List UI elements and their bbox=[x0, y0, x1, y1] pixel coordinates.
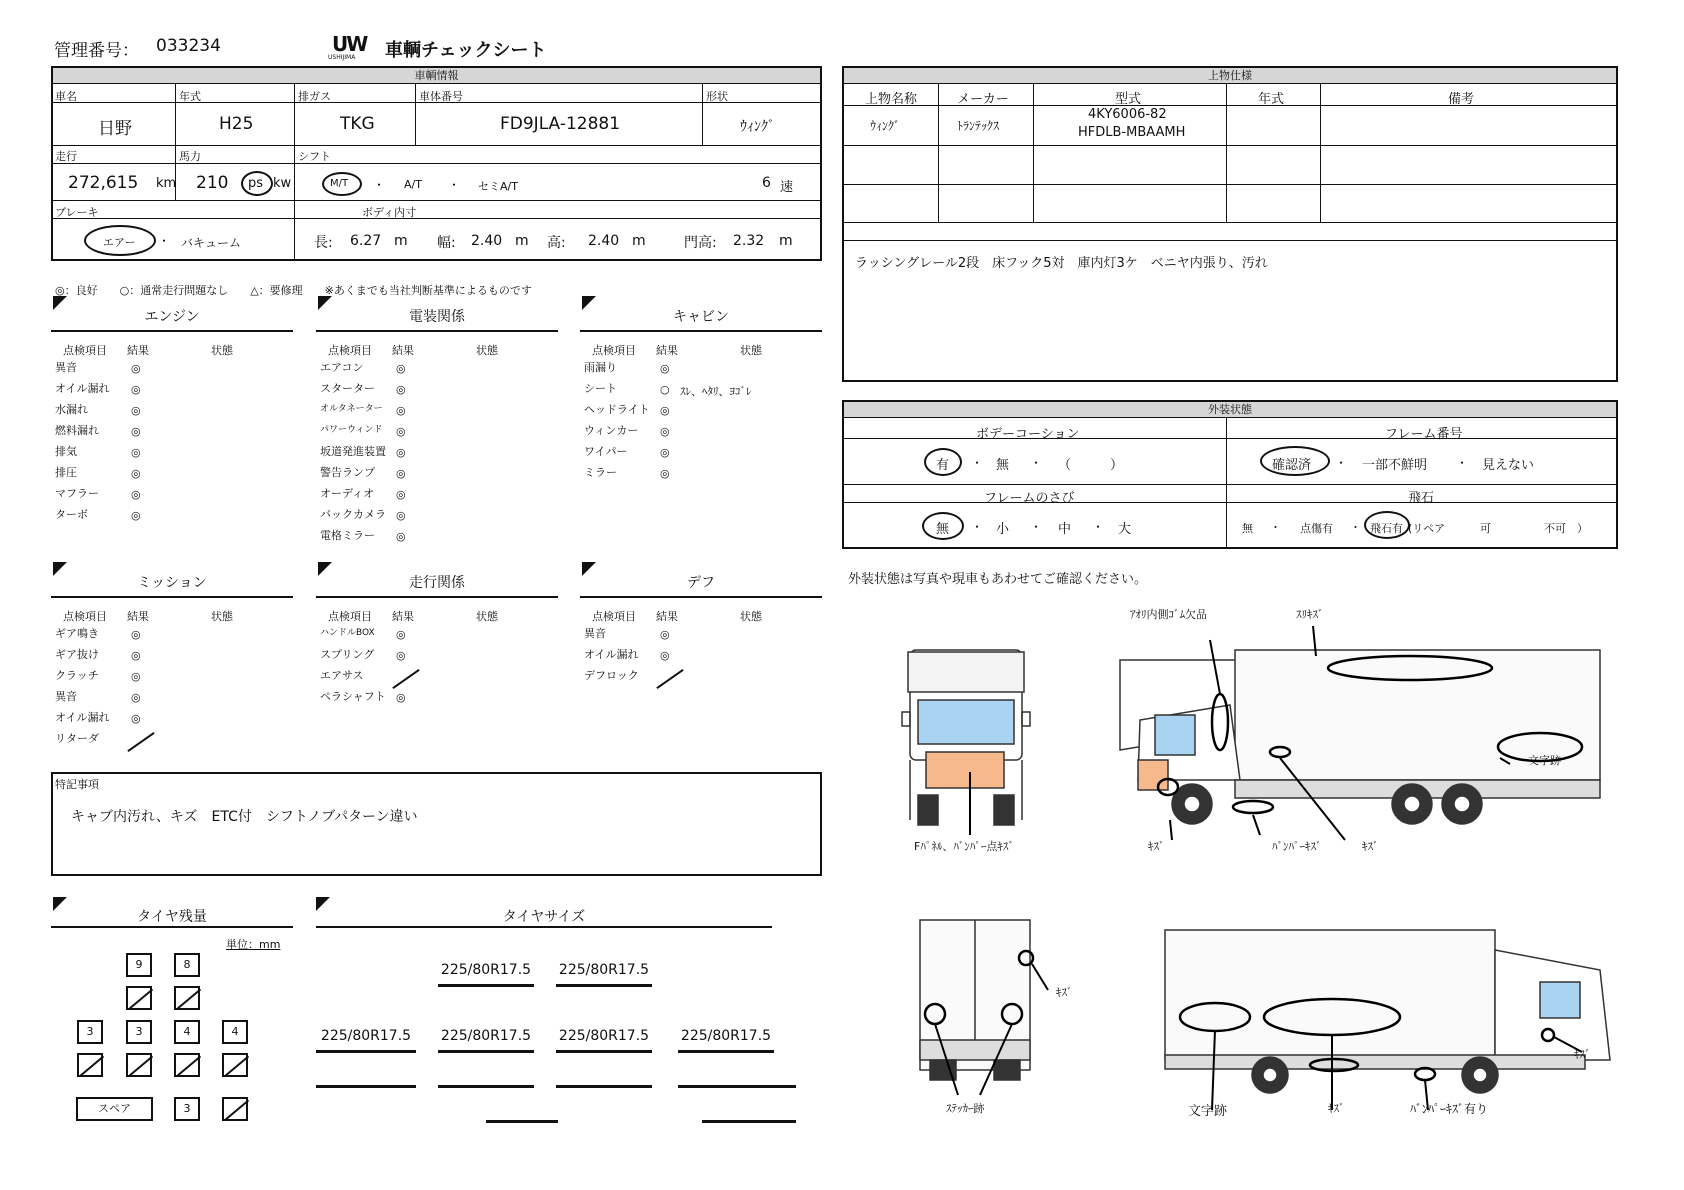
check-result: ◎ bbox=[660, 425, 670, 438]
upper-model-1: 4KY6006-82 bbox=[1088, 107, 1167, 122]
stone-repair: (リペア bbox=[1408, 522, 1446, 535]
check-result: ◎ bbox=[131, 467, 141, 480]
note-scratch: ｷｽﾞ bbox=[1574, 1048, 1591, 1061]
check-item: ミラー bbox=[584, 466, 617, 479]
dot: ・ bbox=[1270, 521, 1281, 534]
check-item: ギア抜け bbox=[55, 648, 99, 661]
note-scratch-rear: ｷｽﾞ bbox=[1056, 986, 1073, 999]
tire-box: 3 bbox=[126, 1020, 152, 1044]
column-header: 状態 bbox=[211, 610, 233, 623]
check-result: ◎ bbox=[396, 446, 406, 459]
column-header: 状態 bbox=[476, 610, 498, 623]
check-item: オイル漏れ bbox=[584, 648, 639, 661]
check-item: オイル漏れ bbox=[55, 382, 110, 395]
tire-unit: 単位：mm bbox=[226, 938, 281, 951]
dot: ・ bbox=[1030, 456, 1043, 470]
check-result: ◎ bbox=[131, 404, 141, 417]
shift-header: シフト bbox=[298, 150, 331, 163]
check-result: ◎ bbox=[396, 649, 406, 662]
check-result: ◎ bbox=[131, 670, 141, 683]
tire-box-empty bbox=[77, 1053, 103, 1077]
check-result: ◎ bbox=[131, 383, 141, 396]
note-letters: 文字跡 bbox=[1188, 1104, 1228, 1119]
check-result: ◎ bbox=[396, 425, 406, 438]
year-header: 年式 bbox=[179, 90, 201, 103]
column-header: 結果 bbox=[127, 610, 149, 623]
check-result: ◎ bbox=[396, 628, 406, 641]
check-item: ハンドルBOX bbox=[320, 628, 375, 638]
check-result: ◎ bbox=[660, 404, 670, 417]
check-result: ◎ bbox=[131, 712, 141, 725]
truck-side-view-right bbox=[1165, 930, 1610, 1110]
rust-medium: 中 bbox=[1058, 522, 1072, 537]
unit-m: m bbox=[632, 233, 646, 249]
logo-sub: USHIJIMA bbox=[328, 54, 356, 61]
mgmt-label: 管理番号： bbox=[54, 41, 139, 61]
column-header: 点検項目 bbox=[328, 610, 372, 623]
spare-label: スペア bbox=[76, 1097, 153, 1121]
slash-mark bbox=[392, 669, 419, 689]
check-item: ターボ bbox=[55, 508, 88, 521]
shift-at: A/T bbox=[404, 178, 422, 191]
check-result: ◎ bbox=[131, 649, 141, 662]
slash-mark bbox=[656, 669, 683, 689]
dot: ・ bbox=[1456, 456, 1469, 470]
check-item: 排圧 bbox=[55, 466, 77, 479]
check-result: ◎ bbox=[660, 467, 670, 480]
check-item: 異音 bbox=[55, 361, 77, 374]
frame-confirmed: 確認済 bbox=[1272, 458, 1312, 473]
frame-none: 見えない bbox=[1482, 458, 1535, 473]
upper-maker-header: メーカー bbox=[957, 92, 1009, 107]
year-value: H25 bbox=[219, 114, 254, 134]
check-item: マフラー bbox=[55, 487, 99, 500]
check-item: オーディオ bbox=[320, 487, 375, 500]
tire-size-rear: 225/80R17.5 bbox=[320, 1028, 412, 1044]
check-result: ◎ bbox=[396, 509, 406, 522]
note-sticker: ｽﾃｯｶｰ跡 bbox=[946, 1102, 985, 1115]
note-front-panel: Fﾊﾟﾈﾙ、ﾊﾞﾝﾊﾟｰ点ｷｽﾞ bbox=[914, 840, 1014, 853]
truck-side-view-left bbox=[1120, 626, 1600, 840]
check-item: 異音 bbox=[55, 690, 77, 703]
door-label: 門高: bbox=[684, 235, 717, 251]
door-value: 2.32 bbox=[733, 233, 765, 249]
body-dim-header: ボディ内寸 bbox=[362, 206, 417, 219]
brake-vacuum: バキューム bbox=[181, 236, 242, 250]
dot: ・ bbox=[1030, 520, 1043, 534]
check-result: ◎ bbox=[131, 628, 141, 641]
unit-m: m bbox=[779, 233, 793, 249]
dot: ・ bbox=[448, 178, 461, 192]
section-title-electric: 電装関係 bbox=[409, 309, 465, 325]
tire-box-empty bbox=[222, 1097, 248, 1121]
hei-label: 高: bbox=[547, 235, 566, 251]
frame-number-header: フレーム番号 bbox=[1385, 427, 1463, 442]
body-no: 無 bbox=[996, 458, 1010, 473]
remarks-label: 特記事項 bbox=[55, 778, 99, 791]
check-item: ワイパー bbox=[584, 445, 628, 458]
gas-header: 排ガス bbox=[298, 90, 331, 103]
check-item: クラッチ bbox=[55, 669, 99, 682]
check-item: 異音 bbox=[584, 627, 606, 640]
check-item: パワーウィンド bbox=[320, 425, 383, 435]
upper-type: ｳｨﾝｸﾞ bbox=[870, 119, 901, 133]
check-item: スターター bbox=[320, 382, 375, 395]
dot: ・ bbox=[971, 456, 984, 470]
tire-box: 4 bbox=[174, 1020, 200, 1044]
section-title-engine: エンジン bbox=[144, 309, 200, 325]
upper-year-header: 年式 bbox=[1258, 92, 1285, 107]
check-result: ◎ bbox=[131, 425, 141, 438]
slash-mark bbox=[127, 732, 154, 752]
check-result: ◎ bbox=[396, 691, 406, 704]
dot: ・ bbox=[373, 178, 386, 192]
gears-unit: 速 bbox=[780, 180, 794, 195]
check-result: ◎ bbox=[131, 446, 141, 459]
check-item: ペラシャフト bbox=[320, 690, 386, 703]
dot: ・ bbox=[1092, 520, 1105, 534]
tire-box: 4 bbox=[222, 1020, 248, 1044]
km-unit: km bbox=[156, 176, 177, 191]
upper-spec-bar: 上物仕様 bbox=[844, 68, 1616, 84]
check-item: スプリング bbox=[320, 648, 375, 661]
check-result: ◎ bbox=[660, 628, 670, 641]
check-item: ヘッドライト bbox=[584, 403, 650, 416]
maker-header: 車名 bbox=[55, 90, 77, 103]
check-result: ○ bbox=[660, 383, 670, 396]
check-item: 排気 bbox=[55, 445, 77, 458]
ps-unit: ps bbox=[248, 176, 264, 191]
check-result: ◎ bbox=[131, 509, 141, 522]
check-result: ◎ bbox=[660, 649, 670, 662]
tire-size-front: 225/80R17.5 bbox=[440, 962, 532, 978]
column-header: 結果 bbox=[656, 610, 678, 623]
exterior-confirm-note: 外装状態は写真や現車もあわせてご確認ください。 bbox=[848, 572, 1148, 587]
chassis-header: 車体番号 bbox=[419, 90, 463, 103]
tire-box: 9 bbox=[126, 953, 152, 977]
check-item: デフロック bbox=[584, 669, 639, 682]
shift-mt: M/T bbox=[330, 178, 349, 189]
check-item: 雨漏り bbox=[584, 361, 617, 374]
check-result: ◎ bbox=[660, 362, 670, 375]
shape-value: ｳｨﾝｸﾞ bbox=[740, 119, 775, 135]
tire-size-rear: 225/80R17.5 bbox=[440, 1028, 532, 1044]
check-item: エアコン bbox=[320, 361, 364, 374]
tire-size-title: タイヤサイズ bbox=[502, 909, 586, 925]
column-header: 状態 bbox=[740, 610, 762, 623]
tire-box: 3 bbox=[77, 1020, 103, 1044]
section-title-diff: デフ bbox=[687, 575, 715, 591]
check-item: 警告ランプ bbox=[320, 466, 375, 479]
tire-box-empty bbox=[126, 986, 152, 1010]
mileage-header: 走行 bbox=[55, 150, 77, 163]
dot: ・ bbox=[1350, 521, 1361, 534]
exterior-bar: 外装状態 bbox=[844, 402, 1616, 418]
legend: ◎：良好 ○：通常走行問題なし △：要修理 ※あくまでも当社判断基準によるものです bbox=[55, 284, 532, 297]
note-scratch: ｷｽﾞ bbox=[1148, 840, 1165, 853]
dot: ・ bbox=[1335, 456, 1348, 470]
check-item: 燃料漏れ bbox=[55, 424, 99, 437]
wid-label: 幅: bbox=[437, 235, 456, 251]
logo: UW bbox=[332, 32, 367, 56]
check-item: バックカメラ bbox=[320, 508, 386, 521]
spare-value: 3 bbox=[174, 1097, 200, 1121]
column-header: 結果 bbox=[127, 344, 149, 357]
section-title-drive: 走行関係 bbox=[409, 575, 465, 591]
column-header: 点検項目 bbox=[592, 344, 636, 357]
note-scratch: ｷｽﾞ bbox=[1328, 1102, 1345, 1115]
column-header: 結果 bbox=[392, 344, 414, 357]
body-caution-header: ボデーコーション bbox=[976, 427, 1080, 442]
column-header: 点検項目 bbox=[63, 610, 107, 623]
len-label: 長: bbox=[314, 235, 333, 251]
chassis-value: FD9JLA-12881 bbox=[500, 114, 621, 134]
stone-repair-ok: 可 bbox=[1480, 522, 1491, 535]
check-result: ◎ bbox=[131, 488, 141, 501]
check-item: エアサス bbox=[320, 669, 364, 682]
column-header: 点検項目 bbox=[592, 610, 636, 623]
body-yes: 有 bbox=[936, 458, 950, 473]
section-title-cabin: キャビン bbox=[673, 309, 729, 325]
tire-box-empty bbox=[174, 986, 200, 1010]
stone-repair-ng: 不可 ） bbox=[1544, 522, 1588, 535]
note-bumper: ﾊﾞﾝﾊﾟｰｷｽﾞ bbox=[1272, 840, 1322, 853]
column-header: 状態 bbox=[211, 344, 233, 357]
dot: ・ bbox=[971, 520, 984, 534]
body-paren: （ ） bbox=[1058, 458, 1124, 473]
rust-none: 無 bbox=[936, 522, 950, 537]
unit-m: m bbox=[394, 233, 408, 249]
hei-value: 2.40 bbox=[588, 233, 620, 249]
tire-size-front: 225/80R17.5 bbox=[558, 962, 650, 978]
stone-none: 無 bbox=[1242, 522, 1253, 535]
note-bumper-yes: ﾊﾞﾝﾊﾟｰｷｽﾞ有り bbox=[1410, 1102, 1489, 1116]
flying-stone-header: 飛石 bbox=[1408, 491, 1435, 506]
upper-type-header: 上物名称 bbox=[865, 92, 918, 107]
note-scratch-top: ｽﾘｷｽﾞ bbox=[1296, 608, 1324, 621]
upper-maker: ﾄﾗﾝﾃｯｸｽ bbox=[957, 119, 1000, 133]
upper-description: ラッシングレール2段 床フック5対 庫内灯3ケ ベニヤ内張り、汚れ bbox=[855, 256, 1268, 271]
check-item: 電格ミラー bbox=[320, 529, 375, 542]
note-scratch: ｷｽﾞ bbox=[1362, 840, 1379, 853]
column-header: 結果 bbox=[392, 610, 414, 623]
wid-value: 2.40 bbox=[471, 233, 503, 249]
vehicle-info-bar: 車輌情報 bbox=[53, 68, 820, 84]
stone-dot-damage: 点傷有 bbox=[1300, 522, 1333, 535]
check-item: オルタネーター bbox=[320, 404, 383, 414]
tire-size-rear: 225/80R17.5 bbox=[558, 1028, 650, 1044]
remarks-text: キャブ内汚れ、キズ ETC付 シフトノブパターン違い bbox=[71, 809, 418, 825]
column-header: 結果 bbox=[656, 344, 678, 357]
column-header: 点検項目 bbox=[63, 344, 107, 357]
check-item: リターダ bbox=[55, 732, 99, 745]
upper-model-header: 型式 bbox=[1115, 92, 1142, 107]
power-header: 馬力 bbox=[179, 150, 201, 163]
power-value: 210 bbox=[196, 173, 229, 193]
truck-front-view bbox=[902, 650, 1030, 835]
upper-spec-box bbox=[842, 66, 1618, 382]
frame-partial: 一部不鮮明 bbox=[1362, 458, 1428, 473]
truck-rear-view bbox=[920, 920, 1048, 1095]
upper-note-header: 備考 bbox=[1448, 92, 1475, 107]
check-result: ◎ bbox=[396, 488, 406, 501]
frame-rust-header: フレームのさび bbox=[984, 491, 1075, 506]
seat-state: ｽﾚ、ﾍﾀﾘ、ﾖｺﾞﾚ bbox=[680, 385, 752, 398]
shape-header: 形状 bbox=[706, 90, 728, 103]
note-letters-side: 文字跡 bbox=[1528, 754, 1561, 767]
column-header: 状態 bbox=[740, 344, 762, 357]
check-item: 坂道発進装置 bbox=[320, 445, 386, 458]
check-result: ◎ bbox=[396, 362, 406, 375]
check-result: ◎ bbox=[396, 383, 406, 396]
mgmt-number: 033234 bbox=[156, 36, 221, 56]
tire-size-rear: 225/80R17.5 bbox=[680, 1028, 772, 1044]
upper-model-2: HFDLB-MBAAMH bbox=[1078, 125, 1186, 140]
len-value: 6.27 bbox=[350, 233, 382, 249]
check-item: ウィンカー bbox=[584, 424, 639, 437]
section-title-mission: ミッション bbox=[137, 575, 207, 591]
tire-box-empty bbox=[174, 1053, 200, 1077]
check-result: ◎ bbox=[396, 530, 406, 543]
check-item: 水漏れ bbox=[55, 403, 88, 416]
unit-m: m bbox=[515, 233, 529, 249]
truck-diagrams bbox=[840, 590, 1620, 1150]
shift-semi: セミA/T bbox=[478, 180, 518, 193]
check-item: シート bbox=[584, 382, 617, 395]
dot: ・ bbox=[158, 234, 171, 248]
check-item: ギア鳴き bbox=[55, 627, 99, 640]
check-result: ◎ bbox=[660, 446, 670, 459]
tire-box-empty bbox=[126, 1053, 152, 1077]
column-header: 状態 bbox=[476, 344, 498, 357]
brake-header: ブレーキ bbox=[55, 206, 99, 219]
check-result: ◎ bbox=[396, 467, 406, 480]
kw-unit: kw bbox=[273, 176, 292, 191]
tire-box-empty bbox=[222, 1053, 248, 1077]
gas-value: TKG bbox=[340, 114, 375, 134]
column-header: 点検項目 bbox=[328, 344, 372, 357]
gears-value: 6 bbox=[762, 175, 771, 191]
rust-small: 小 bbox=[996, 522, 1010, 537]
check-result: ◎ bbox=[131, 691, 141, 704]
brake-air: エアー bbox=[103, 236, 136, 249]
note-aori: ｱｵﾘ内側ｺﾞﾑ欠品 bbox=[1130, 608, 1207, 621]
tire-remaining-title: タイヤ残量 bbox=[137, 909, 207, 925]
tire-box: 8 bbox=[174, 953, 200, 977]
check-result: ◎ bbox=[131, 362, 141, 375]
check-item: オイル漏れ bbox=[55, 711, 110, 724]
page-title: 車輌チェックシート bbox=[385, 40, 547, 61]
rust-large: 大 bbox=[1118, 522, 1132, 537]
check-result: ◎ bbox=[396, 404, 406, 417]
maker-value: 日野 bbox=[98, 119, 132, 139]
mileage-value: 272,615 bbox=[68, 173, 139, 193]
stone-yes: 飛石有 bbox=[1370, 522, 1403, 535]
